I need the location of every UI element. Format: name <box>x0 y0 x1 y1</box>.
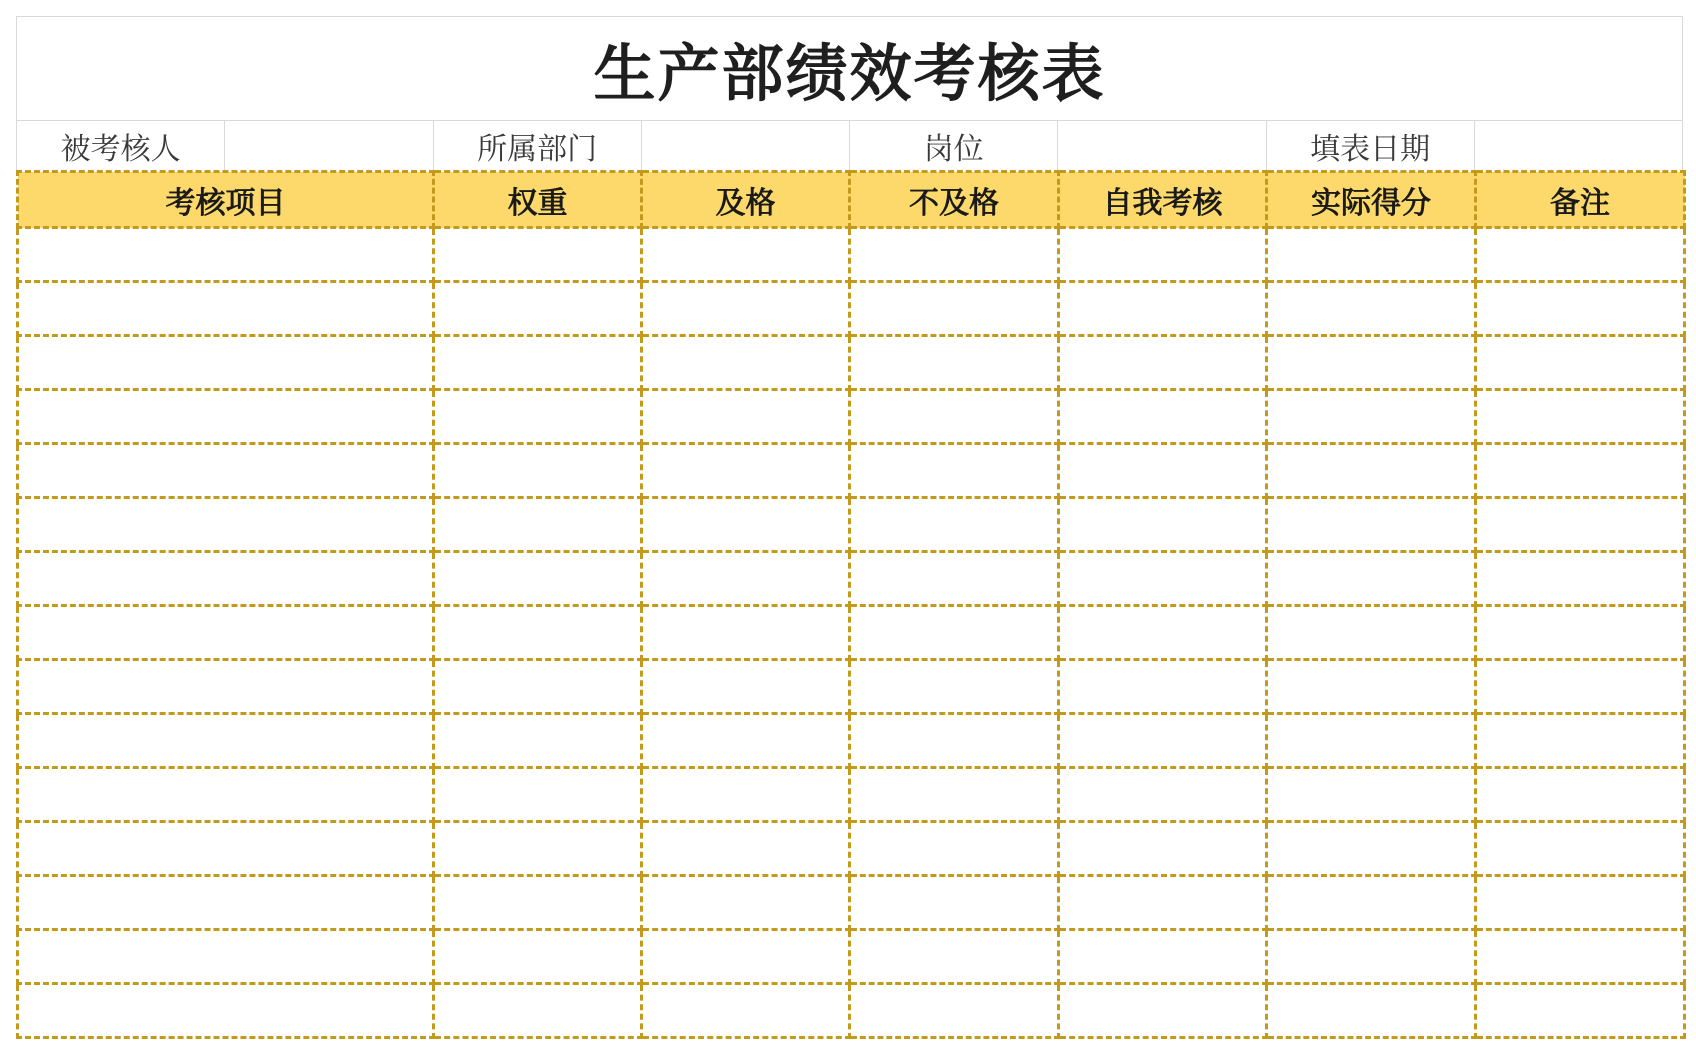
cell-pass[interactable] <box>642 714 850 768</box>
cell-actual-score[interactable] <box>1267 876 1476 930</box>
header-pass: 及格 <box>642 172 850 228</box>
performance-sheet <box>16 16 1683 1039</box>
cell-assessment-item[interactable] <box>18 336 434 390</box>
cell-remarks[interactable] <box>1476 768 1685 822</box>
cell-pass[interactable] <box>642 390 850 444</box>
cell-remarks[interactable] <box>1476 660 1685 714</box>
cell-weight[interactable] <box>434 444 642 498</box>
cell-assessment-item[interactable] <box>18 282 434 336</box>
cell-weight[interactable] <box>434 552 642 606</box>
cell-pass[interactable] <box>642 228 850 282</box>
cell-pass[interactable] <box>642 930 850 984</box>
table-row <box>18 552 1685 606</box>
table-row <box>18 714 1685 768</box>
table-row <box>18 768 1685 822</box>
cell-fail[interactable] <box>850 336 1059 390</box>
table-row <box>18 282 1685 336</box>
header-weight: 权重 <box>434 172 642 228</box>
cell-actual-score[interactable] <box>1267 714 1476 768</box>
cell-fail[interactable] <box>850 444 1059 498</box>
cell-self-assessment[interactable] <box>1059 930 1267 984</box>
cell-self-assessment[interactable] <box>1059 606 1267 660</box>
cell-fail[interactable] <box>850 714 1059 768</box>
table-row <box>18 876 1685 930</box>
cell-pass[interactable] <box>642 552 850 606</box>
cell-weight[interactable] <box>434 768 642 822</box>
cell-actual-score[interactable] <box>1267 282 1476 336</box>
cell-self-assessment[interactable] <box>1059 498 1267 552</box>
cell-assessment-item[interactable] <box>18 606 434 660</box>
cell-weight[interactable] <box>434 498 642 552</box>
cell-remarks[interactable] <box>1476 390 1685 444</box>
cell-self-assessment[interactable] <box>1059 282 1267 336</box>
cell-remarks[interactable] <box>1476 714 1685 768</box>
cell-weight[interactable] <box>434 660 642 714</box>
info-value-date[interactable] <box>1475 121 1683 170</box>
cell-assessment-item[interactable] <box>18 822 434 876</box>
cell-fail[interactable] <box>850 228 1059 282</box>
cell-pass[interactable] <box>642 984 850 1038</box>
cell-weight[interactable] <box>434 606 642 660</box>
cell-actual-score[interactable] <box>1267 660 1476 714</box>
cell-remarks[interactable] <box>1476 336 1685 390</box>
table-row <box>18 444 1685 498</box>
cell-self-assessment[interactable] <box>1059 552 1267 606</box>
title-row <box>16 16 1683 120</box>
cell-actual-score[interactable] <box>1267 336 1476 390</box>
cell-pass[interactable] <box>642 444 850 498</box>
info-value-assessee[interactable] <box>225 121 433 170</box>
header-assessment-item: 考核项目 <box>18 172 434 228</box>
cell-actual-score[interactable] <box>1267 444 1476 498</box>
cell-actual-score[interactable] <box>1267 498 1476 552</box>
cell-actual-score[interactable] <box>1267 822 1476 876</box>
header-actual-score: 实际得分 <box>1267 172 1476 228</box>
cell-pass[interactable] <box>642 768 850 822</box>
sheet-title: 生产部绩效考核表 <box>593 37 1106 110</box>
cell-remarks[interactable] <box>1476 822 1685 876</box>
cell-fail[interactable] <box>850 552 1059 606</box>
cell-remarks[interactable] <box>1476 228 1685 282</box>
cell-assessment-item[interactable] <box>18 390 434 444</box>
table-row <box>18 498 1685 552</box>
cell-assessment-item[interactable] <box>18 876 434 930</box>
cell-pass[interactable] <box>642 660 850 714</box>
cell-actual-score[interactable] <box>1267 984 1476 1038</box>
cell-pass[interactable] <box>642 336 850 390</box>
cell-assessment-item[interactable] <box>18 498 434 552</box>
table-row <box>18 984 1685 1038</box>
info-value-department[interactable] <box>642 121 850 170</box>
cell-weight[interactable] <box>434 984 642 1038</box>
cell-pass[interactable] <box>642 498 850 552</box>
cell-actual-score[interactable] <box>1267 228 1476 282</box>
cell-weight[interactable] <box>434 336 642 390</box>
table-row <box>18 930 1685 984</box>
cell-fail[interactable] <box>850 768 1059 822</box>
cell-actual-score[interactable] <box>1267 768 1476 822</box>
cell-fail[interactable] <box>850 876 1059 930</box>
cell-actual-score[interactable] <box>1267 552 1476 606</box>
header-self-assessment: 自我考核 <box>1059 172 1267 228</box>
cell-self-assessment[interactable] <box>1059 876 1267 930</box>
assessment-table <box>16 170 1686 1039</box>
info-label-department: 所属部门 <box>434 121 642 170</box>
cell-remarks[interactable] <box>1476 930 1685 984</box>
cell-self-assessment[interactable] <box>1059 390 1267 444</box>
table-row <box>18 336 1685 390</box>
cell-fail[interactable] <box>850 390 1059 444</box>
cell-weight[interactable] <box>434 390 642 444</box>
cell-assessment-item[interactable] <box>18 552 434 606</box>
cell-self-assessment[interactable] <box>1059 228 1267 282</box>
cell-assessment-item[interactable] <box>18 930 434 984</box>
cell-assessment-item[interactable] <box>18 228 434 282</box>
header-row <box>18 172 1685 228</box>
cell-fail[interactable] <box>850 984 1059 1038</box>
cell-self-assessment[interactable] <box>1059 660 1267 714</box>
cell-assessment-item[interactable] <box>18 714 434 768</box>
cell-fail[interactable] <box>850 930 1059 984</box>
cell-assessment-item[interactable] <box>18 984 434 1038</box>
cell-weight[interactable] <box>434 282 642 336</box>
cell-assessment-item[interactable] <box>18 444 434 498</box>
cell-weight[interactable] <box>434 876 642 930</box>
cell-remarks[interactable] <box>1476 282 1685 336</box>
header-fail: 不及格 <box>850 172 1059 228</box>
cell-self-assessment[interactable] <box>1059 714 1267 768</box>
cell-remarks[interactable] <box>1476 606 1685 660</box>
table-row <box>18 228 1685 282</box>
header-remarks: 备注 <box>1476 172 1685 228</box>
cell-remarks[interactable] <box>1476 876 1685 930</box>
cell-remarks[interactable] <box>1476 984 1685 1038</box>
cell-fail[interactable] <box>850 822 1059 876</box>
cell-pass[interactable] <box>642 876 850 930</box>
cell-remarks[interactable] <box>1476 552 1685 606</box>
cell-assessment-item[interactable] <box>18 660 434 714</box>
cell-weight[interactable] <box>434 228 642 282</box>
cell-actual-score[interactable] <box>1267 390 1476 444</box>
info-label-date: 填表日期 <box>1267 121 1475 170</box>
cell-self-assessment[interactable] <box>1059 822 1267 876</box>
info-value-position[interactable] <box>1058 121 1266 170</box>
cell-self-assessment[interactable] <box>1059 984 1267 1038</box>
cell-fail[interactable] <box>850 606 1059 660</box>
cell-fail[interactable] <box>850 660 1059 714</box>
table-row <box>18 660 1685 714</box>
table-row <box>18 606 1685 660</box>
info-row <box>16 120 1683 170</box>
table-body <box>18 228 1685 1038</box>
cell-weight[interactable] <box>434 822 642 876</box>
cell-assessment-item[interactable] <box>18 768 434 822</box>
cell-actual-score[interactable] <box>1267 930 1476 984</box>
cell-fail[interactable] <box>850 282 1059 336</box>
table-row <box>18 390 1685 444</box>
cell-actual-score[interactable] <box>1267 606 1476 660</box>
info-label-position: 岗位 <box>850 121 1058 170</box>
cell-weight[interactable] <box>434 930 642 984</box>
table-row <box>18 822 1685 876</box>
cell-pass[interactable] <box>642 282 850 336</box>
cell-remarks[interactable] <box>1476 498 1685 552</box>
cell-pass[interactable] <box>642 606 850 660</box>
cell-weight[interactable] <box>434 714 642 768</box>
cell-self-assessment[interactable] <box>1059 768 1267 822</box>
cell-pass[interactable] <box>642 822 850 876</box>
cell-self-assessment[interactable] <box>1059 444 1267 498</box>
cell-fail[interactable] <box>850 498 1059 552</box>
cell-self-assessment[interactable] <box>1059 336 1267 390</box>
cell-remarks[interactable] <box>1476 444 1685 498</box>
info-label-assessee: 被考核人 <box>17 121 225 170</box>
